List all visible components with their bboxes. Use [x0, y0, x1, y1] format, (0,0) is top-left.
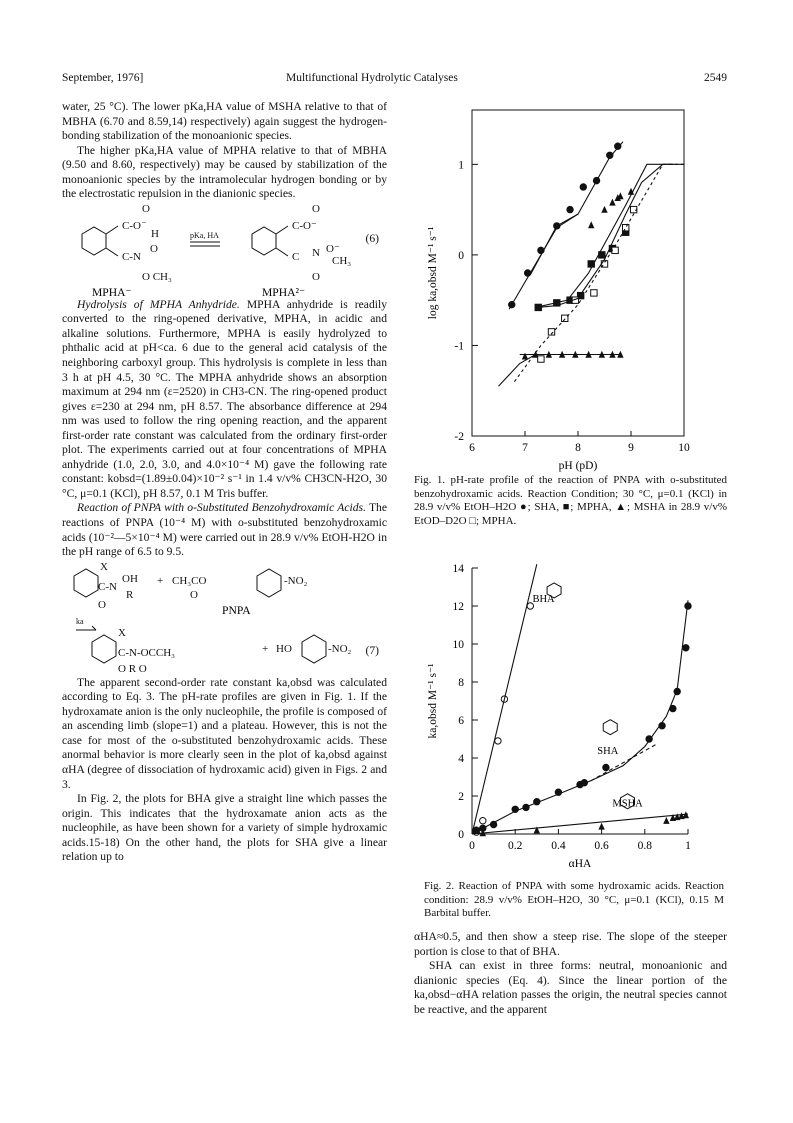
data-point	[588, 221, 594, 228]
data-point	[567, 206, 573, 212]
svg-text:R: R	[126, 588, 134, 601]
paragraph: water, 25 °C). The lower pKa,HA value of MSHA relative to that of MBHA (6.70 and 8.59,14) respectively) again suggest the hydrogen-bonding stabilization of the monoanionic species.	[62, 100, 387, 143]
y-tick-label: 14	[452, 563, 464, 575]
reaction-scheme	[62, 560, 387, 676]
mpha-d2o-dashed-line	[514, 164, 684, 381]
paragraph: Reaction of PNPA with o-Substituted Benzohydroxamic Acids. The reactions of PNPA (10⁻⁴ M) with o-substituted benzohydroxamic acids (10⁻²—5×10⁻⁴ M) were carried out in 28.9 v/v% EtOH-H2O in the pH range of 6.5 to 9.5.	[62, 501, 387, 559]
svg-text:O CH₃: O CH₃	[142, 270, 172, 283]
svg-text:O: O	[142, 202, 150, 215]
eq6-left-label: MPHA⁻	[92, 285, 132, 298]
msha-fit-curve	[538, 164, 684, 307]
svg-text:CH₃CO: CH₃CO	[172, 574, 207, 587]
x-tick-label: 8	[575, 442, 581, 454]
svg-text:O R O: O R O	[118, 662, 147, 675]
svg-text:CH₃: CH₃	[332, 254, 352, 267]
sha-fit-curve	[530, 214, 578, 275]
equation-6	[62, 202, 387, 298]
y-axis-label: log ka,obsd M⁻¹ s⁻¹	[427, 226, 439, 320]
paragraph: In Fig. 2, the plots for BHA give a straight line which passes the origin. This indicates that the hydroxamate anion acts as the nucleophile, as have been shown for a variety of simple hydroxamic acids.15-18) On the other hand, the plots for SHA give a linear relation up to	[62, 792, 387, 864]
data-point	[663, 817, 669, 824]
svg-text:O: O	[98, 598, 106, 611]
paragraph: SHA can exist in three forms: neutral, monoanionic and dianionic species (Eq. 4). Since the linear portion of the ka,obsd−αHA relation passes the origin, the neutral species cannot be reactive, and the apparent	[414, 959, 727, 1016]
svg-text:C-O: C-O	[122, 219, 141, 232]
paragraph: Hydrolysis of MPHA Anhydride. MPHA anhydride is readily converted to the ring-opened derivative, MPHA, in acidic and alkaline solutions. Furthermore, MPHA is easily hydrolyzed to phthalic acid at pH<ca. 6 due to the general acid catalysis of the neighboring carboxyl group. This hydrolysis is complete in less than 3 h at pH 4.5, 30 °C. The MPHA anhydride shows an absorption maximum at 294 nm (ε=2520) in CH3-CN. The ring-opened product gives ε=230 at 294 nm, pH 8.57. The absorbance difference at 294 nm was used to follow the ring opening reaction, and the apparent first-order rate constant was calculated from the ordinary first-order plot. The experiments carried out at four concentrations of MPHA anhydride (1.0, 2.0, 3.0, and 4.0×10⁻⁴ M) gave the following rate constant: kobsd=(1.89±0.04)×10⁻² s⁻¹ in 1.4 v/v% CH3CN-H2O, 30 °C, μ=0.1 (KCl), pH 8.57, 0.1 M Tris buffer.	[62, 297, 387, 500]
x-tick-label: 7	[522, 442, 528, 454]
svg-text:O: O	[312, 270, 320, 283]
data-point	[580, 184, 586, 190]
y-tick-label: -1	[454, 340, 464, 353]
pnpa-label: PNPA	[222, 603, 251, 617]
y-tick-label: -2	[454, 431, 464, 443]
svg-text:O: O	[190, 588, 198, 601]
y-tick-label: 1	[458, 159, 464, 172]
benzene-ring-icon	[603, 720, 617, 735]
svg-text:OH: OH	[122, 572, 138, 585]
y-tick-label: 10	[452, 639, 464, 651]
x-tick-label: 1	[685, 840, 691, 852]
svg-text:ka: ka	[76, 616, 84, 626]
series-label: MSHA	[612, 798, 643, 810]
paragraph: αHA≈0.5, and then show a steep rise. The slope of the steeper portion is close to that of BHA.	[414, 930, 727, 958]
svg-text:O: O	[150, 242, 158, 255]
svg-text:O: O	[312, 202, 320, 215]
svg-text:C-N-OCCH₃: C-N-OCCH₃	[118, 646, 176, 659]
svg-text:C-N: C-N	[122, 250, 141, 263]
x-tick-label: 0.6	[594, 840, 609, 852]
sha-fit-line	[509, 142, 623, 310]
svg-text:pKa, HA: pKa, HA	[190, 230, 219, 240]
data-point	[495, 738, 501, 744]
svg-text:H: H	[151, 227, 159, 240]
mpha-equilibrium-structure	[62, 202, 387, 298]
series-label: BHA	[532, 594, 555, 606]
figure-1-caption: Fig. 1. pH-rate profile of the reaction of PNPA with o-substituted benzohydroxamic acids. Reaction Condition; 30 °C, μ=0.1 (KCl) in 28.9 v/v% EtOH–H2O ●; SHA, ■; MPHA, ▲; MSHA in 28.9 v/v% EtOD–D2O □; MPHA.	[414, 474, 727, 527]
y-tick-label: 4	[458, 753, 464, 765]
data-point	[522, 353, 528, 360]
svg-text:C: C	[292, 250, 300, 263]
x-axis-label: αHA	[568, 858, 592, 870]
y-axis-label: ka,obsd M⁻¹ s⁻¹	[427, 663, 439, 739]
svg-text:+: +	[157, 574, 164, 587]
bha-fit-line	[472, 564, 537, 834]
equation-7	[62, 560, 387, 676]
y-tick-label: 0	[458, 829, 464, 841]
data-point	[623, 225, 629, 231]
y-tick-label: 8	[458, 677, 464, 689]
header-date: September, 1976]	[62, 72, 144, 84]
data-point	[601, 206, 607, 213]
figure-2-chart	[414, 560, 727, 876]
equation-number: (6)	[365, 231, 379, 245]
running-header	[62, 72, 727, 88]
mpha-fit-line	[536, 164, 674, 307]
svg-text:X: X	[100, 560, 108, 573]
section-heading: Hydrolysis of MPHA Anhydride.	[77, 297, 240, 311]
data-point	[538, 356, 544, 362]
equation-number: (7)	[365, 643, 379, 657]
data-point	[683, 645, 689, 651]
series-label: SHA	[597, 746, 619, 758]
x-tick-label: 0.4	[551, 840, 566, 852]
svg-text:N: N	[312, 246, 320, 259]
plot-frame	[472, 110, 684, 436]
figure-2-caption: Fig. 2. Reaction of PNPA with some hydroxamic acids. Reaction condition: 28.9 v/v% EtOH–H2O, 30 °C, μ=0.1 (KCl), 0.15 M Barbital buffer.	[424, 880, 724, 919]
data-point	[598, 823, 604, 830]
header-title: Multifunctional Hydrolytic Catalyses	[286, 72, 458, 84]
data-point	[603, 764, 609, 770]
x-tick-label: 6	[469, 442, 475, 454]
eq6-right-label: MPHA²⁻	[262, 285, 306, 298]
y-tick-label: 6	[458, 715, 464, 727]
x-tick-label: 10	[678, 442, 690, 454]
x-tick-label: 9	[628, 442, 634, 454]
svg-text:HO: HO	[276, 642, 292, 655]
x-tick-label: 0	[469, 840, 475, 852]
x-tick-label: 0.8	[637, 840, 652, 852]
svg-text:C-N: C-N	[98, 580, 117, 593]
left-column	[62, 100, 387, 865]
paragraph: The higher pKa,HA value of MPHA relative to that of MBHA (9.50 and 8.60, respectively) may be caused by stabilization of the monoanionic species by the intramolecular hydrogen bonding or by the electrostatic repulsion in the dianionic species.	[62, 143, 387, 201]
svg-text:+: +	[262, 642, 269, 655]
y-tick-label: 12	[452, 601, 464, 613]
right-column	[414, 930, 727, 1017]
svg-text:C-O⁻: C-O⁻	[292, 219, 317, 232]
section-heading: Reaction of PNPA with o-Substituted Benzohydroxamic Acids.	[77, 501, 366, 515]
paragraph: The apparent second-order rate constant ka,obsd was calculated according to Eq. 3. The pH-rate profiles are given in Fig. 1. If the hydroxamate anion is the only nucleophile, the profile is composed of an ascending limb (slope=1) and a plateau. However, this is not the case for most of the o-substituted benzohydroxamic acids. These anormal behavior is more clearly seen in the plot of ka,obsd against αHA (degree of dissociation of hydroxamic acid) given in Figs. 2 and 3.	[62, 675, 387, 791]
svg-text:X: X	[118, 626, 126, 639]
msha-plateau-line	[499, 355, 621, 387]
figure-1-chart	[414, 96, 727, 472]
svg-text:O⁻: O⁻	[326, 242, 340, 255]
page-number: 2549	[704, 72, 727, 84]
y-tick-label: 0	[458, 249, 464, 262]
svg-text:-NO₂: -NO₂	[284, 574, 308, 587]
svg-text:–: –	[142, 216, 146, 226]
data-point	[591, 290, 597, 296]
data-point	[480, 818, 486, 824]
sha-fit-curve	[472, 600, 688, 834]
x-tick-label: 0.2	[508, 840, 523, 852]
data-point	[609, 199, 615, 206]
x-axis-label: pH (pD)	[558, 460, 598, 472]
svg-text:-NO₂: -NO₂	[328, 642, 352, 655]
y-tick-label: 2	[458, 791, 464, 803]
